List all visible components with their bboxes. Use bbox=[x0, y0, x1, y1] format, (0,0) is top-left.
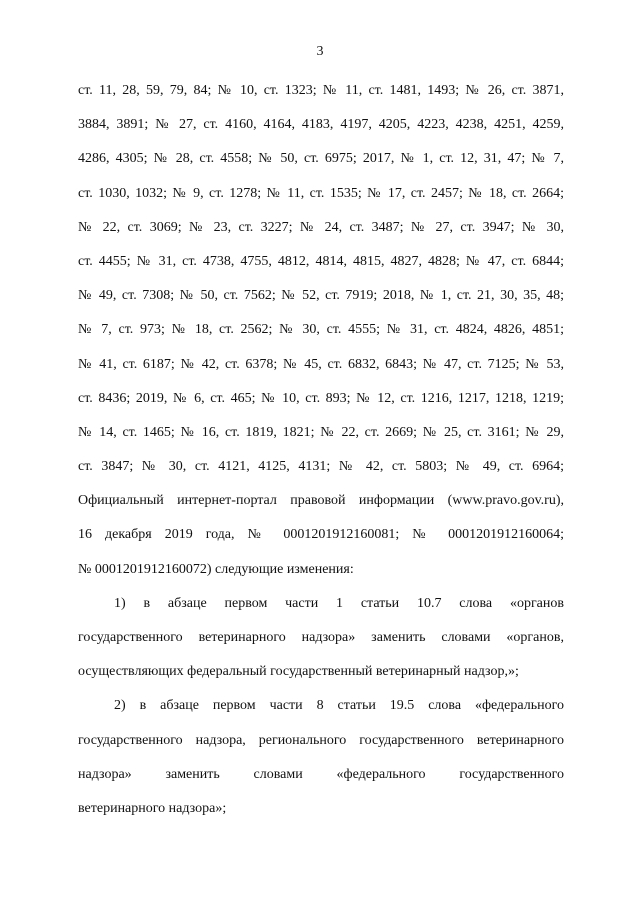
text-line: ст. 8436; 2019, № 6, ст. 465; № 10, ст. 893; № 12, ст. 1216, 1217, 1218, 1219; bbox=[78, 390, 564, 406]
text-line: 16 декабря 2019 года, № 0001201912160081; № 0001201912160064; bbox=[78, 527, 564, 543]
text-line: 3884, 3891; № 27, ст. 4160, 4164, 4183, 4197, 4205, 4223, 4238, 4251, 4259, bbox=[78, 117, 564, 133]
text-line: № 14, ст. 1465; № 16, ст. 1819, 1821; № 22, ст. 2669; № 25, ст. 3161; № 29, bbox=[78, 424, 564, 440]
text-line: 2) в абзаце первом части 8 статьи 19.5 слова «федерального bbox=[114, 698, 564, 714]
text-line: государственного ветеринарного надзора» заменить словами «органов, bbox=[78, 630, 564, 645]
text-line: 4286, 4305; № 28, ст. 4558; № 50, ст. 6975; 2017, № 1, ст. 12, 31, 47; № 7, bbox=[78, 151, 564, 167]
text-line: № 49, ст. 7308; № 50, ст. 7562; № 52, ст. 7919; 2018, № 1, ст. 21, 30, 35, 48; bbox=[78, 288, 564, 304]
text-line: ст. 1030, 1032; № 9, ст. 1278; № 11, ст. 1535; № 17, ст. 2457; № 18, ст. 2664; bbox=[78, 185, 564, 201]
page-number: 3 bbox=[316, 44, 324, 59]
text-line: Официальный интернет-портал правовой информации (www.pravo.gov.ru), bbox=[78, 493, 564, 509]
text-line: № 0001201912160072) следующие изменения: bbox=[78, 561, 354, 577]
text-line: 1) в абзаце первом части 1 статьи 10.7 слова «органов bbox=[114, 595, 564, 611]
text-line: № 22, ст. 3069; № 23, ст. 3227; № 24, ст. 3487; № 27, ст. 3947; № 30, bbox=[78, 219, 564, 235]
text-line: № 41, ст. 6187; № 42, ст. 6378; № 45, ст. 6832, 6843; № 47, ст. 7125; № 53, bbox=[78, 356, 564, 372]
document-body bbox=[78, 74, 564, 826]
text-line: № 7, ст. 973; № 18, ст. 2562; № 30, ст. 4555; № 31, ст. 4824, 4826, 4851; bbox=[78, 322, 564, 338]
text-line: надзора» заменить словами «федерального государственного bbox=[78, 766, 564, 782]
text-line: ст. 3847; № 30, ст. 4121, 4125, 4131; № 42, ст. 5803; № 49, ст. 6964; bbox=[78, 459, 564, 475]
text-line: ст. 11, 28, 59, 79, 84; № 10, ст. 1323; № 11, ст. 1481, 1493; № 26, ст. 3871, bbox=[78, 83, 564, 98]
text-line: осуществляющих федеральный государственный ветеринарный надзор,»; bbox=[78, 664, 519, 680]
text-line: ст. 4455; № 31, ст. 4738, 4755, 4812, 4814, 4815, 4827, 4828; № 47, ст. 6844; bbox=[78, 253, 564, 269]
text-line: ветеринарного надзора»; bbox=[78, 800, 227, 816]
text-line: государственного надзора, регионального государственного ветеринарного bbox=[78, 732, 564, 748]
